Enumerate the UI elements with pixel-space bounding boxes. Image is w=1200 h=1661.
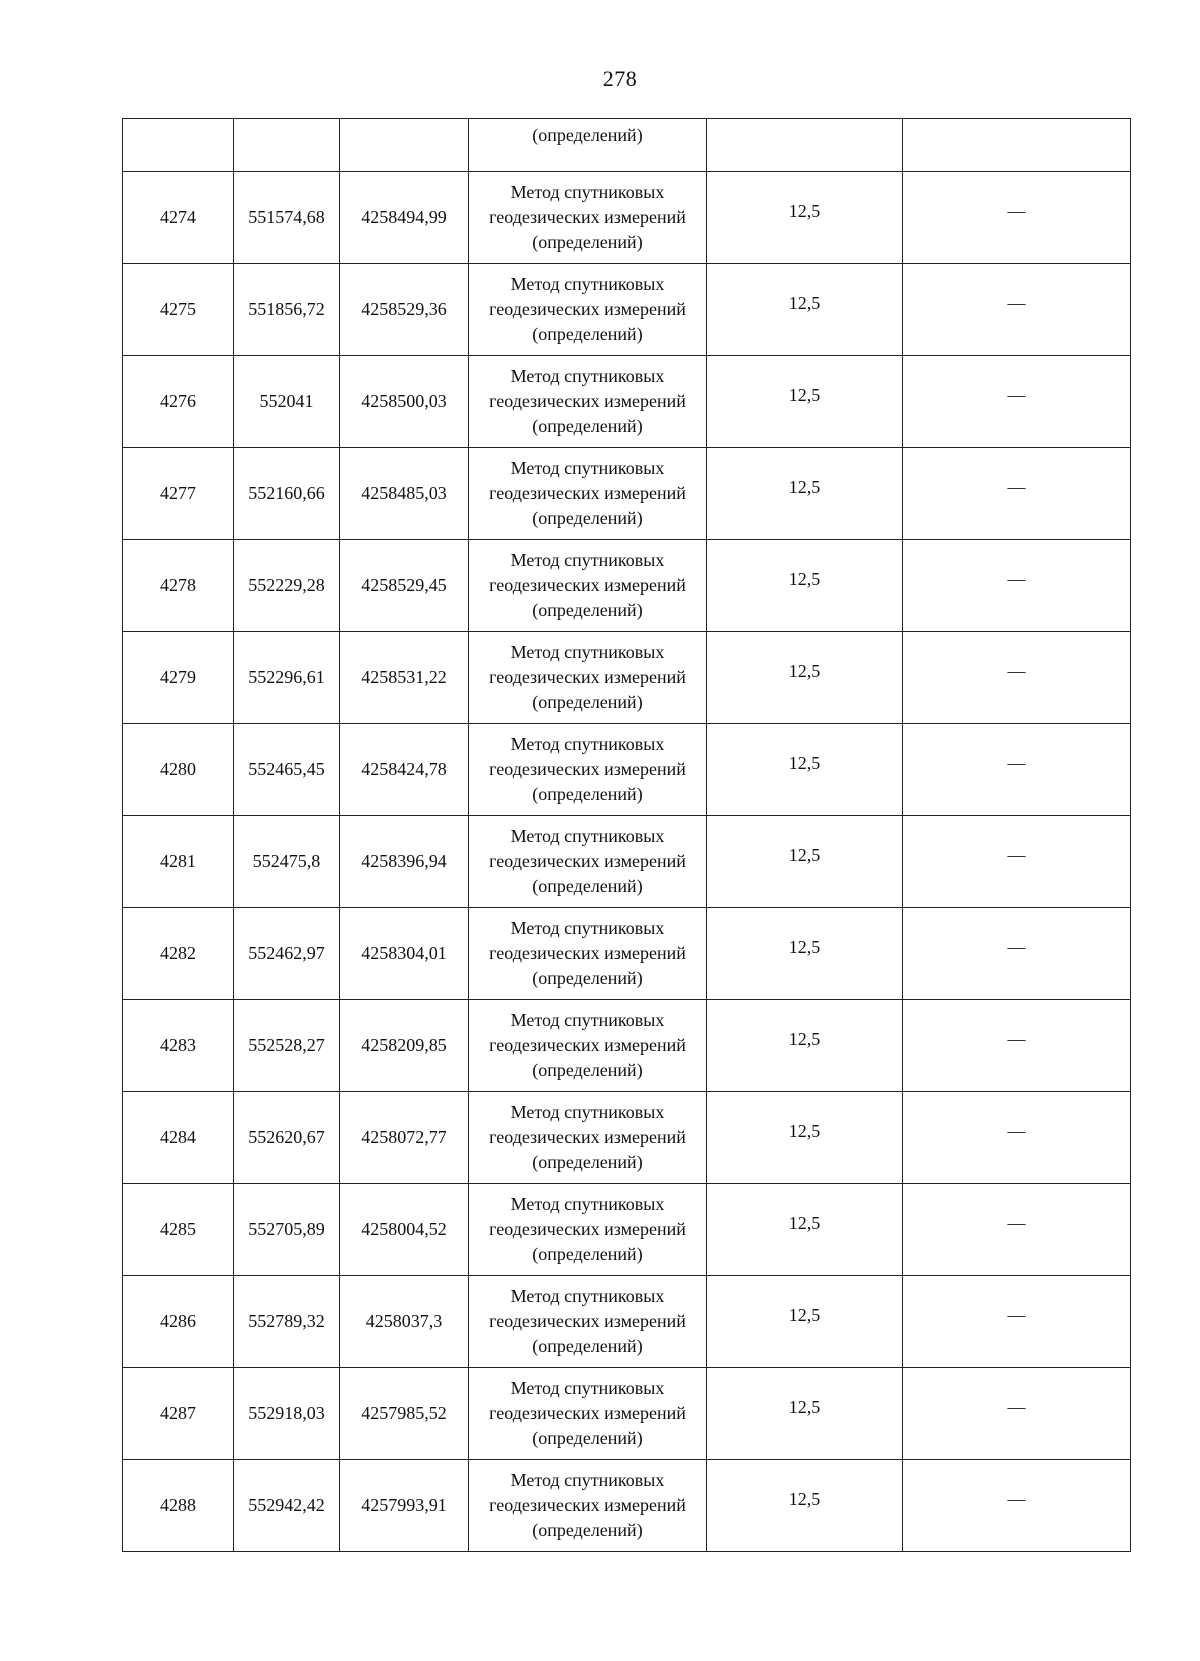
table-row [123,1000,1131,1092]
method-line: Метод спутниковых [510,1010,665,1030]
note-dash: — [1007,1489,1026,1509]
method-line: Метод спутниковых [510,918,665,938]
table-row [123,1184,1131,1276]
cell-num: 4281 [123,816,234,908]
cell-note [903,119,1131,172]
accuracy-value: 12,5 [788,201,821,221]
cell-method [469,724,707,816]
method-line: (определений) [532,416,643,436]
method-line: геодезических измерений [489,667,686,687]
cell-note [903,1460,1131,1552]
table-row [123,1460,1131,1552]
method-line: Метод спутниковых [510,458,665,478]
cell-x: 552296,61 [234,632,340,724]
cell-accuracy [707,540,903,632]
cell-num [123,119,234,172]
method-line: геодезических измерений [489,207,686,227]
continuation-row [123,119,1131,172]
method-line: геодезических измерений [489,391,686,411]
cell-num: 4283 [123,1000,234,1092]
table-row [123,816,1131,908]
cell-method [469,908,707,1000]
cell-accuracy [707,816,903,908]
note-dash: — [1007,1213,1026,1233]
cell-accuracy [707,1460,903,1552]
table-row [123,264,1131,356]
cell-method [469,264,707,356]
method-line: геодезических измерений [489,299,686,319]
cell-x: 552465,45 [234,724,340,816]
cell-x: 552705,89 [234,1184,340,1276]
cell-x [234,119,340,172]
method-line: Метод спутниковых [510,182,665,202]
method-line: геодезических измерений [489,575,686,595]
coordinates-table [122,118,1131,1552]
method-line: геодезических измерений [489,1219,686,1239]
cell-accuracy [707,1276,903,1368]
method-line: геодезических измерений [489,1495,686,1515]
cell-method [469,1368,707,1460]
note-dash: — [1007,1121,1026,1141]
cell-note [903,908,1131,1000]
cell-method [469,1184,707,1276]
cell-accuracy [707,1000,903,1092]
method-line: геодезических измерений [489,1403,686,1423]
cell-y: 4258485,03 [340,448,469,540]
cell-note [903,1368,1131,1460]
method-line: Метод спутниковых [510,274,665,294]
table-row [123,540,1131,632]
cell-y: 4258004,52 [340,1184,469,1276]
method-line: (определений) [532,692,643,712]
cell-y: 4258500,03 [340,356,469,448]
cell-accuracy [707,1368,903,1460]
method-line: геодезических измерений [489,1127,686,1147]
note-dash: — [1007,569,1026,589]
cell-method [469,540,707,632]
table-body [123,119,1131,1552]
note-dash: — [1007,661,1026,681]
table-row [123,908,1131,1000]
note-dash: — [1007,937,1026,957]
accuracy-value: 12,5 [788,477,821,497]
method-line: Метод спутниковых [510,1102,665,1122]
table-row [123,1276,1131,1368]
table-row [123,1368,1131,1460]
cell-accuracy [707,119,903,172]
method-line: Метод спутниковых [510,642,665,662]
cell-method [469,1092,707,1184]
cell-note [903,1184,1131,1276]
method-line: Метод спутниковых [510,734,665,754]
cell-x: 552229,28 [234,540,340,632]
cell-y: 4258424,78 [340,724,469,816]
method-line: (определений) [532,508,643,528]
method-line: (определений) [532,600,643,620]
cell-note [903,1092,1131,1184]
method-line: (определений) [532,232,643,252]
note-dash: — [1007,293,1026,313]
note-dash: — [1007,201,1026,221]
accuracy-value: 12,5 [788,1121,821,1141]
cell-accuracy [707,1184,903,1276]
cell-method [469,1000,707,1092]
cell-y: 4258494,99 [340,172,469,264]
cell-num: 4277 [123,448,234,540]
cell-num: 4284 [123,1092,234,1184]
cell-y: 4257993,91 [340,1460,469,1552]
cell-num: 4278 [123,540,234,632]
cell-x: 552942,42 [234,1460,340,1552]
table-row [123,448,1131,540]
method-line: Метод спутниковых [510,826,665,846]
cell-num: 4287 [123,1368,234,1460]
accuracy-value: 12,5 [788,1489,821,1509]
cell-note [903,816,1131,908]
cell-y: 4258037,3 [340,1276,469,1368]
cell-x: 552918,03 [234,1368,340,1460]
method-line: Метод спутниковых [510,1194,665,1214]
method-line: геодезических измерений [489,759,686,779]
note-dash: — [1007,845,1026,865]
cell-method [469,816,707,908]
note-dash: — [1007,477,1026,497]
accuracy-value: 12,5 [788,753,821,773]
cell-y: 4258529,45 [340,540,469,632]
method-line: геодезических измерений [489,1311,686,1331]
cell-note [903,540,1131,632]
cell-num: 4286 [123,1276,234,1368]
cell-accuracy [707,172,903,264]
cell-method [469,1276,707,1368]
method-line: геодезических измерений [489,851,686,871]
method-line: (определений) [532,784,643,804]
cell-accuracy [707,1092,903,1184]
table-row [123,724,1131,816]
cell-accuracy [707,448,903,540]
method-line: (определений) [532,968,643,988]
table-row [123,356,1131,448]
note-dash: — [1007,1029,1026,1049]
cell-method [469,1460,707,1552]
cell-x: 552160,66 [234,448,340,540]
cell-x: 552041 [234,356,340,448]
method-line: (определений) [532,1060,643,1080]
cell-y: 4257985,52 [340,1368,469,1460]
accuracy-value: 12,5 [788,1213,821,1233]
cell-num: 4280 [123,724,234,816]
accuracy-value: 12,5 [788,1397,821,1417]
cell-accuracy [707,356,903,448]
cell-x: 552620,67 [234,1092,340,1184]
method-line: (определений) [532,876,643,896]
cell-accuracy [707,264,903,356]
cell-method [469,172,707,264]
cell-x: 552789,32 [234,1276,340,1368]
method-line: геодезических измерений [489,943,686,963]
cell-num: 4275 [123,264,234,356]
accuracy-value: 12,5 [788,1305,821,1325]
cell-num: 4276 [123,356,234,448]
method-line: (определений) [532,1152,643,1172]
accuracy-value: 12,5 [788,937,821,957]
cell-y: 4258209,85 [340,1000,469,1092]
cell-x: 551856,72 [234,264,340,356]
note-dash: — [1007,1397,1026,1417]
cell-accuracy [707,724,903,816]
cell-note [903,724,1131,816]
cell-note [903,356,1131,448]
cell-note [903,172,1131,264]
table-row [123,172,1131,264]
cell-note [903,448,1131,540]
cell-method [469,448,707,540]
cell-num: 4285 [123,1184,234,1276]
cell-method [469,356,707,448]
cell-x: 552475,8 [234,816,340,908]
method-line: (определений) [532,1520,643,1540]
cell-note [903,1276,1131,1368]
cell-y: 4258072,77 [340,1092,469,1184]
cell-num: 4274 [123,172,234,264]
cell-method [469,632,707,724]
cell-method: (определений) [469,119,707,172]
cell-y: 4258396,94 [340,816,469,908]
cell-note [903,264,1131,356]
cell-x: 551574,68 [234,172,340,264]
page-number: 278 [602,66,638,91]
cell-y: 4258529,36 [340,264,469,356]
accuracy-value: 12,5 [788,293,821,313]
accuracy-value: 12,5 [788,1029,821,1049]
cell-y [340,119,469,172]
method-line: (определений) [532,1244,643,1264]
note-dash: — [1007,753,1026,773]
accuracy-value: 12,5 [788,845,821,865]
cell-x: 552462,97 [234,908,340,1000]
accuracy-value: 12,5 [788,569,821,589]
cell-note [903,632,1131,724]
table-row [123,632,1131,724]
cell-y: 4258531,22 [340,632,469,724]
method-line: геодезических измерений [489,1035,686,1055]
cell-num: 4288 [123,1460,234,1552]
cell-accuracy [707,908,903,1000]
accuracy-value: 12,5 [788,661,821,681]
cell-num: 4279 [123,632,234,724]
method-line: (определений) [532,1428,643,1448]
note-dash: — [1007,1305,1026,1325]
method-line: (определений) [532,1336,643,1356]
method-line: геодезических измерений [489,483,686,503]
cell-note [903,1000,1131,1092]
accuracy-value: 12,5 [788,385,821,405]
method-line: (определений) [532,324,643,344]
method-line: Метод спутниковых [510,1378,665,1398]
table-row [123,1092,1131,1184]
cell-accuracy [707,632,903,724]
method-line: Метод спутниковых [510,1470,665,1490]
cell-num: 4282 [123,908,234,1000]
cell-x: 552528,27 [234,1000,340,1092]
method-line: Метод спутниковых [510,366,665,386]
method-line: Метод спутниковых [510,550,665,570]
cell-y: 4258304,01 [340,908,469,1000]
note-dash: — [1007,385,1026,405]
method-line: Метод спутниковых [510,1286,665,1306]
